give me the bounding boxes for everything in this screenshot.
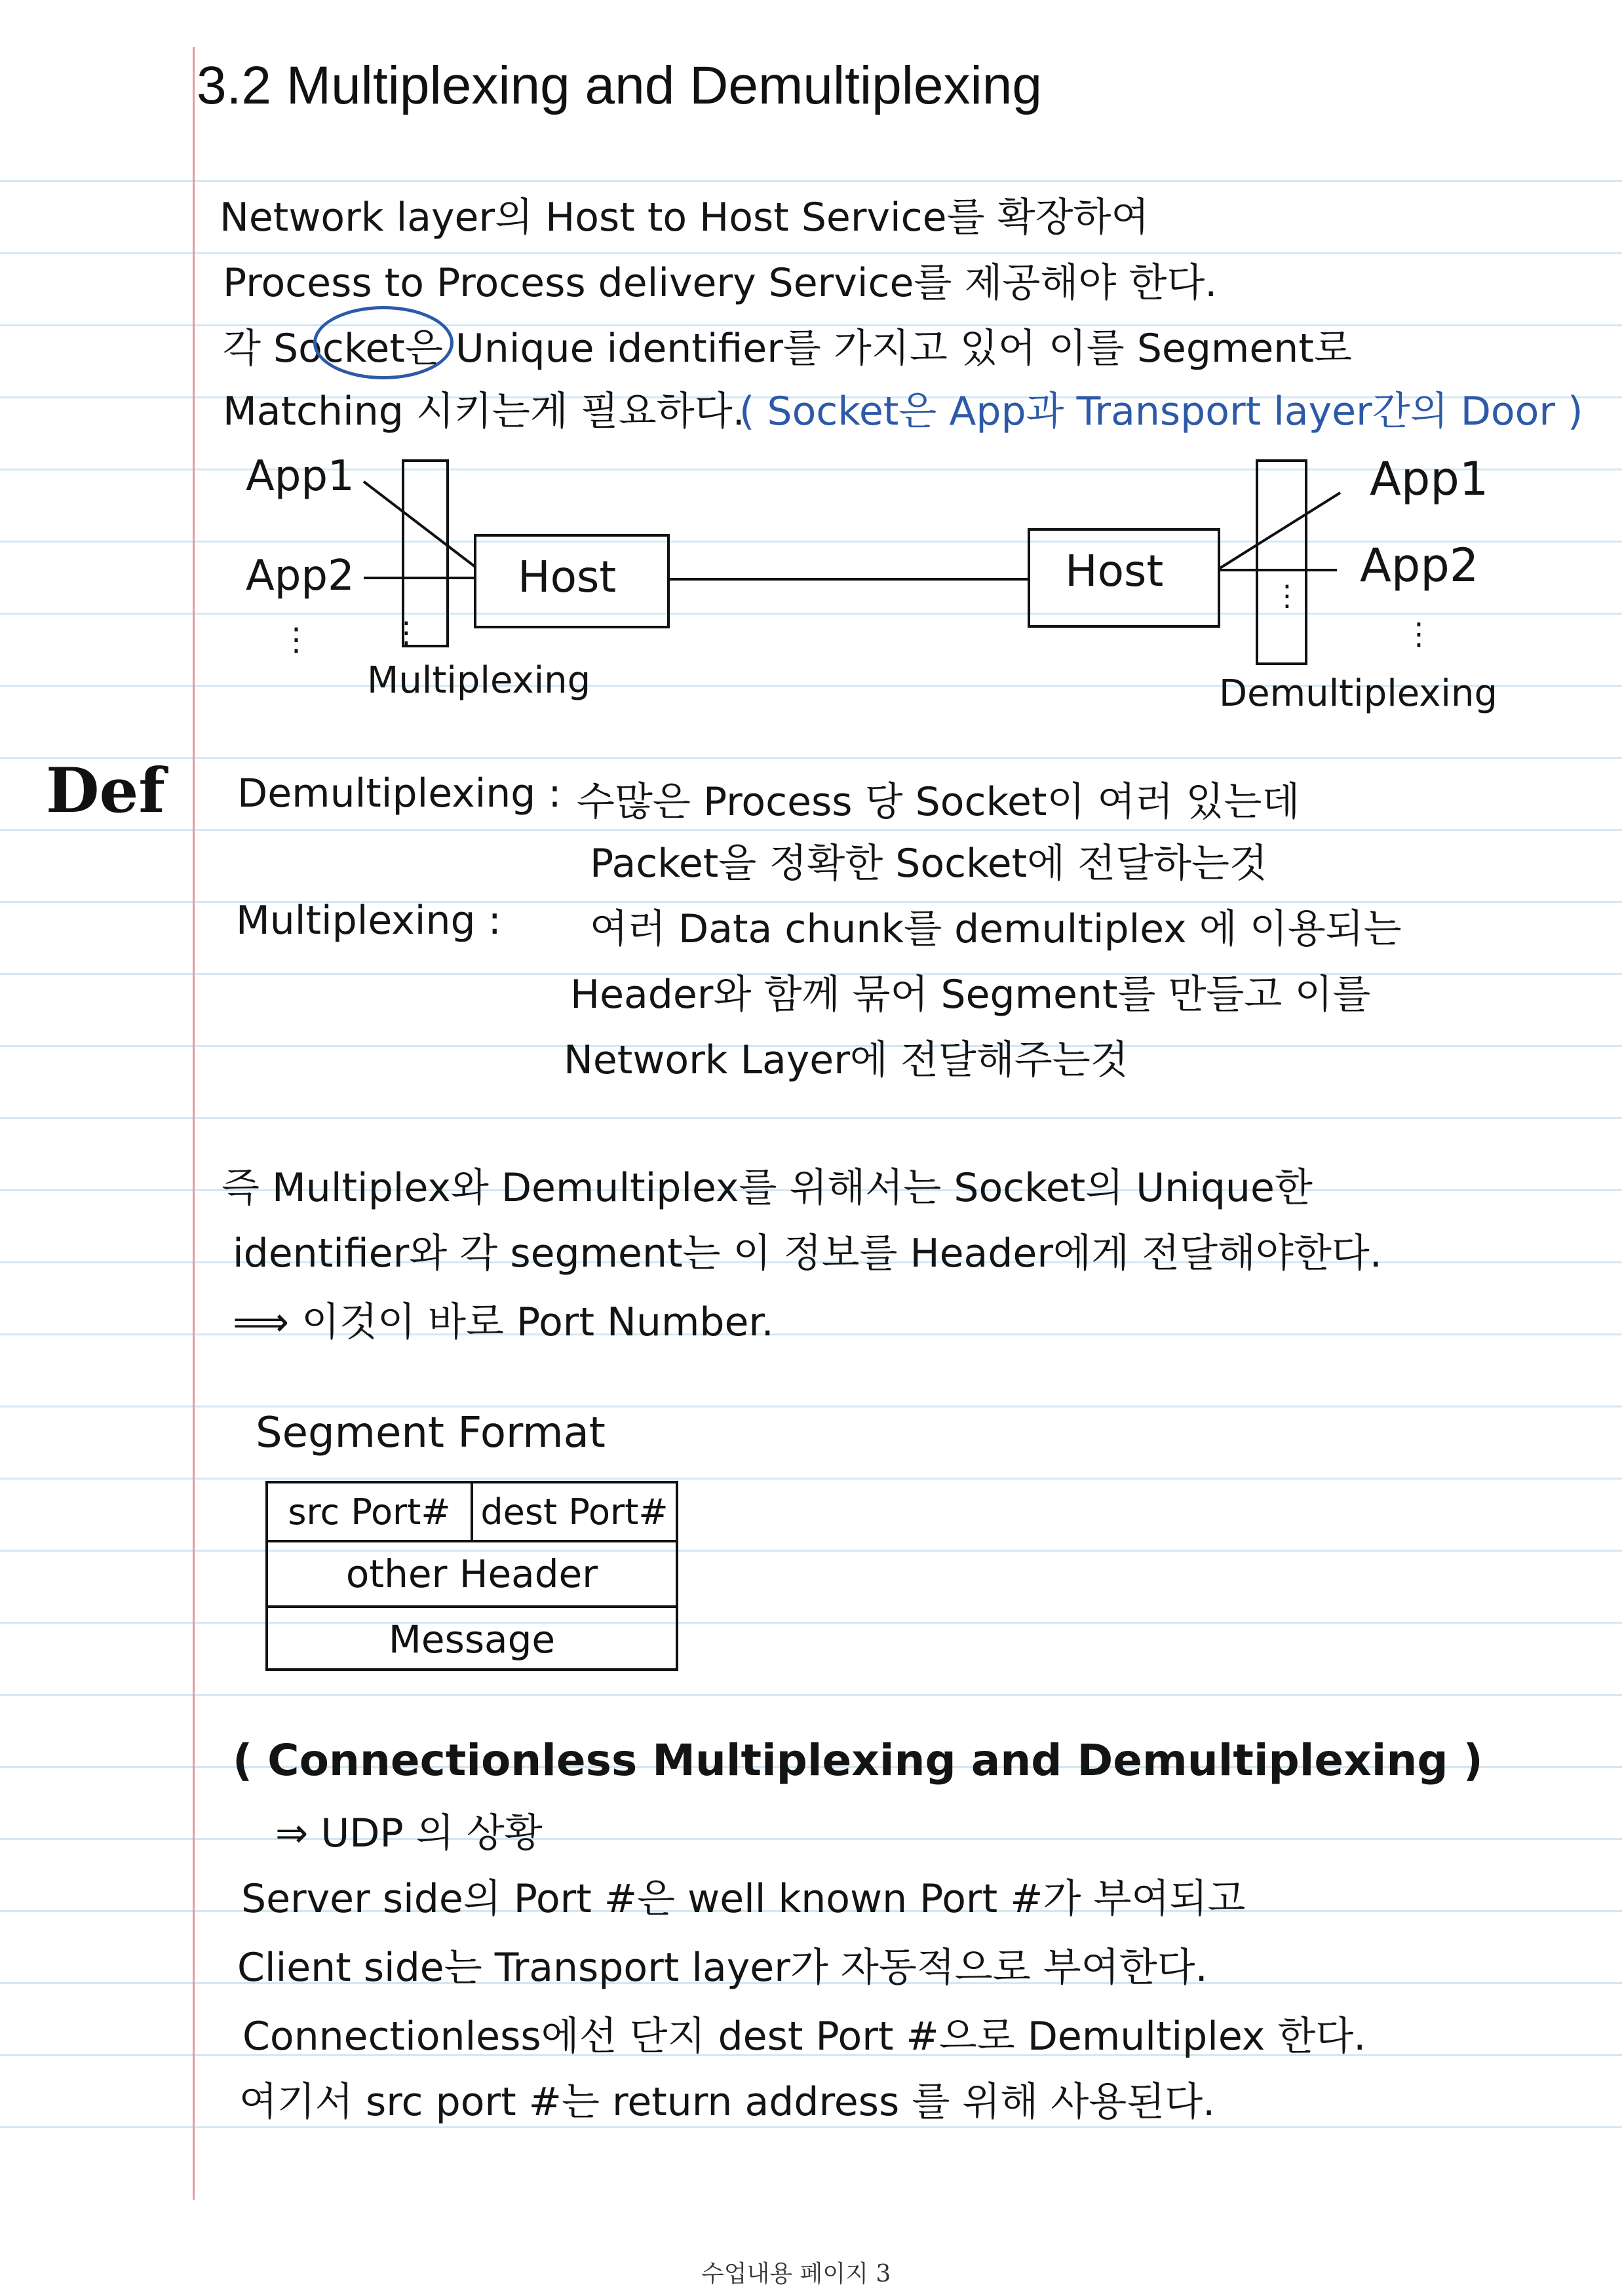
page-footer: 수업내용 페이지 3 [701, 2261, 891, 2287]
summary-line-2: identifier와 각 segment는 이 정보를 Header에게 전달해야한다. [233, 1231, 1382, 1276]
intro-line-3: 각 Socket은 Unique identifier를 가지고 있어 이를 Segment로 [223, 326, 1352, 372]
rule-line [0, 1550, 1622, 1552]
src-port-cell: src Port# [268, 1483, 473, 1540]
demux-def-line-1: 수많은 Process 당 Socket이 여러 있는데 [577, 779, 1300, 825]
mux-demux-diagram [0, 0, 1622, 754]
demux-term: Demultiplexing : [237, 771, 562, 816]
mux-def-line-2: Header와 함께 묶어 Segment를 만들고 이를 [570, 972, 1371, 1018]
rule-line [0, 1406, 1622, 1407]
mux-def-line-1: 여러 Data chunk를 demultiplex 에 이용되는 [590, 906, 1402, 952]
mux-term: Multiplexing : [236, 898, 501, 944]
client-side-line: Client side는 Transport layer가 자동적으로 부여한다. [237, 1945, 1208, 1991]
left-app2-label: App2 [246, 552, 355, 600]
connectionless-heading: ( Connectionless Multiplexing and Demultiplexing ) [233, 1735, 1483, 1786]
right-app2-label: App2 [1360, 539, 1479, 592]
udp-line: ⇒ UDP 의 상황 [275, 1810, 543, 1856]
rule-line [0, 1478, 1622, 1480]
segment-format-title: Segment Format [256, 1409, 606, 1457]
def-label: Def [46, 755, 165, 827]
intro-line-1: Network layer의 Host to Host Service를 확장하여 [220, 195, 1149, 240]
message-cell: Message [388, 1617, 556, 1662]
summary-line-1: 즉 Multiplex와 Demultiplex를 위해서는 Socket의 Unique한 [222, 1165, 1313, 1211]
summary-line-3: ⟹ 이것이 바로 Port Number. [233, 1299, 774, 1345]
left-host-label: Host [518, 552, 617, 602]
multiplexing-label: Multiplexing [367, 659, 591, 702]
app1-to-host-line [364, 482, 475, 567]
segment-port-row [268, 1483, 676, 1542]
socket-door-note: ( Socket은 App과 Transport layer간의 Door ) [739, 389, 1583, 434]
left-socket-dots: ⋮ [392, 616, 421, 649]
rule-line [0, 1117, 1622, 1119]
right-host-label: Host [1065, 546, 1164, 596]
rule-line [0, 757, 1622, 759]
src-port-line: 여기서 src port #는 return address 를 위해 사용된다. [239, 2079, 1216, 2125]
left-app1-label: App1 [246, 452, 355, 501]
mux-def-line-3: Network Layer에 전달해주는것 [564, 1037, 1129, 1083]
dest-port-line: Connectionless에선 단지 dest Port #으로 Demultiplex 한다. [242, 2014, 1366, 2059]
intro-line-4: Matching 시키는게 필요하다. [223, 389, 745, 434]
right-ellipsis: ⋮ [1404, 616, 1434, 651]
dest-port-cell: dest Port# [480, 1491, 668, 1533]
page-title: 3.2 Multiplexing and Demultiplexing [197, 56, 1042, 115]
host-to-app1-line [1219, 493, 1340, 569]
rule-line [0, 1838, 1622, 1840]
right-app1-label: App1 [1370, 452, 1489, 506]
rule-line [0, 1622, 1622, 1624]
demux-def-line-2: Packet을 정확한 Socket에 전달하는것 [590, 841, 1267, 887]
left-ellipsis: ⋮ [280, 621, 312, 658]
rule-line [0, 829, 1622, 831]
segment-format-table [265, 1481, 678, 1671]
other-header-cell: other Header [268, 1542, 676, 1608]
demultiplexing-label: Demultiplexing [1219, 672, 1498, 715]
right-socket-dots: ⋮ [1273, 579, 1302, 613]
right-socket-bar [1257, 461, 1306, 664]
rule-line [0, 1694, 1622, 1696]
intro-line-2: Process to Process delivery Service를 제공해야 한다. [223, 260, 1218, 306]
server-side-line: Server side의 Port #은 well known Port #가 부여되고 [241, 1876, 1246, 1922]
